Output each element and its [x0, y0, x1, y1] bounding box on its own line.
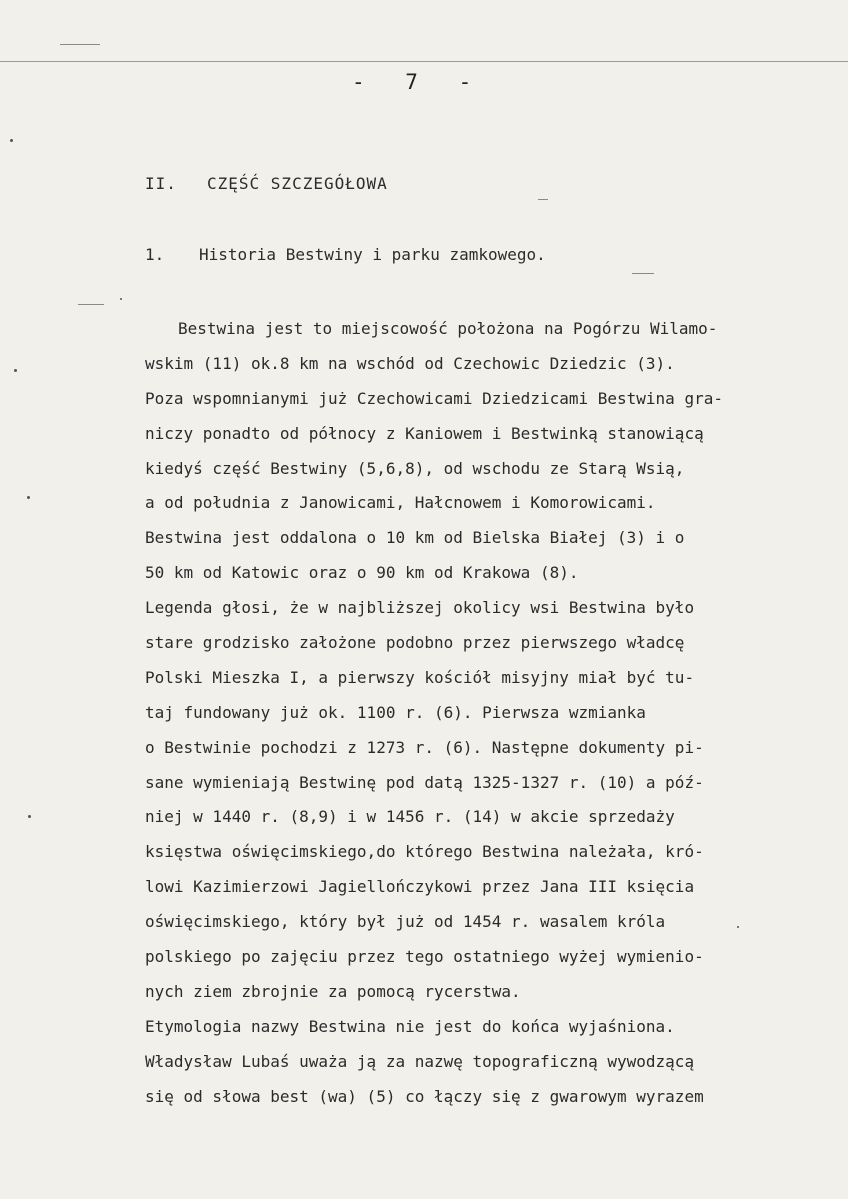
text-line: lowi Kazimierzowi Jagiellończykowi przez Jana III księcia	[145, 877, 695, 897]
text-line: stare grodzisko założone podobno przez pierwszego władcę	[145, 633, 685, 653]
subsection-title: Historia Bestwiny i parku zamkowego.	[199, 245, 546, 264]
text-line: Etymologia nazwy Bestwina nie jest do końca wyjaśniona.	[145, 1016, 675, 1036]
section-heading	[145, 174, 388, 193]
text-line: Władysław Lubaś uważa ją za nazwę topograficzną wywodzącą	[145, 1051, 695, 1071]
scan-mark	[60, 44, 100, 45]
scan-speck	[14, 369, 17, 372]
text-line: Bestwina jest oddalona o 10 km od Bielska Białej (3) i o	[145, 528, 685, 548]
text-line: taj fundowany już ok. 1100 r. (6). Pierwsza wzmianka	[145, 702, 646, 722]
scan-mark	[78, 304, 104, 305]
text-line: wskim (11) ok.8 km na wschód od Czechowic Dziedzic (3).	[145, 353, 675, 373]
text-line: niczy ponadto od północy z Kaniowem i Bestwinką stanowiącą	[145, 423, 704, 443]
text-line: 50 km od Katowic oraz o 90 km od Krakowa (8).	[145, 563, 579, 583]
top-edge-rule	[0, 61, 848, 62]
scan-speck	[10, 139, 13, 142]
section-title: CZĘŚĆ SZCZEGÓŁOWA	[207, 174, 388, 193]
text-line: oświęcimskiego, który był już od 1454 r. wasalem króla	[145, 912, 666, 932]
text-line: się od słowa best (wa) (5) co łączy się z gwarowym wyrazem	[145, 1086, 704, 1106]
text-line: sane wymieniają Bestwinę pod datą 1325-1327 r. (10) a póź-	[145, 772, 704, 792]
scan-speck	[737, 926, 739, 928]
scan-speck	[28, 815, 31, 818]
text-line: kiedyś część Bestwiny (5,6,8), od wschodu ze Starą Wsią,	[145, 458, 685, 478]
text-line: Poza wspomnianymi już Czechowicami Dziedzicami Bestwina gra-	[145, 388, 723, 408]
text-line: Polski Mieszka I, a pierwszy kościół misyjny miał być tu-	[145, 667, 695, 687]
text-line: niej w 1440 r. (8,9) i w 1456 r. (14) w akcie sprzedaży	[145, 807, 675, 827]
text-line: polskiego po zajęciu przez tego ostatniego wyżej wymienio-	[145, 947, 704, 967]
text-line: Legenda głosi, że w najbliższej okolicy wsi Bestwina było	[145, 598, 695, 618]
scan-speck	[27, 496, 30, 499]
text-line: Bestwina jest to miejscowość położona na Pogórzu Wilamo-	[178, 319, 718, 338]
scan-mark	[538, 199, 548, 200]
scan-mark	[632, 273, 654, 274]
page-number: - 7 -	[352, 70, 486, 94]
text-line: o Bestwinie pochodzi z 1273 r. (6). Następne dokumenty pi-	[145, 737, 704, 757]
scan-speck	[120, 298, 122, 300]
text-line: księstwa oświęcimskiego,do którego Bestwina należała, kró-	[145, 842, 704, 862]
body-text	[145, 312, 785, 1114]
subsection-heading	[145, 245, 546, 264]
text-line: nych ziem zbrojnie za pomocą rycerstwa.	[145, 981, 521, 1001]
text-line: a od południa z Janowicami, Hałcnowem i Komorowicami.	[145, 493, 656, 513]
section-number: II.	[145, 174, 177, 193]
subsection-number: 1.	[145, 245, 165, 264]
